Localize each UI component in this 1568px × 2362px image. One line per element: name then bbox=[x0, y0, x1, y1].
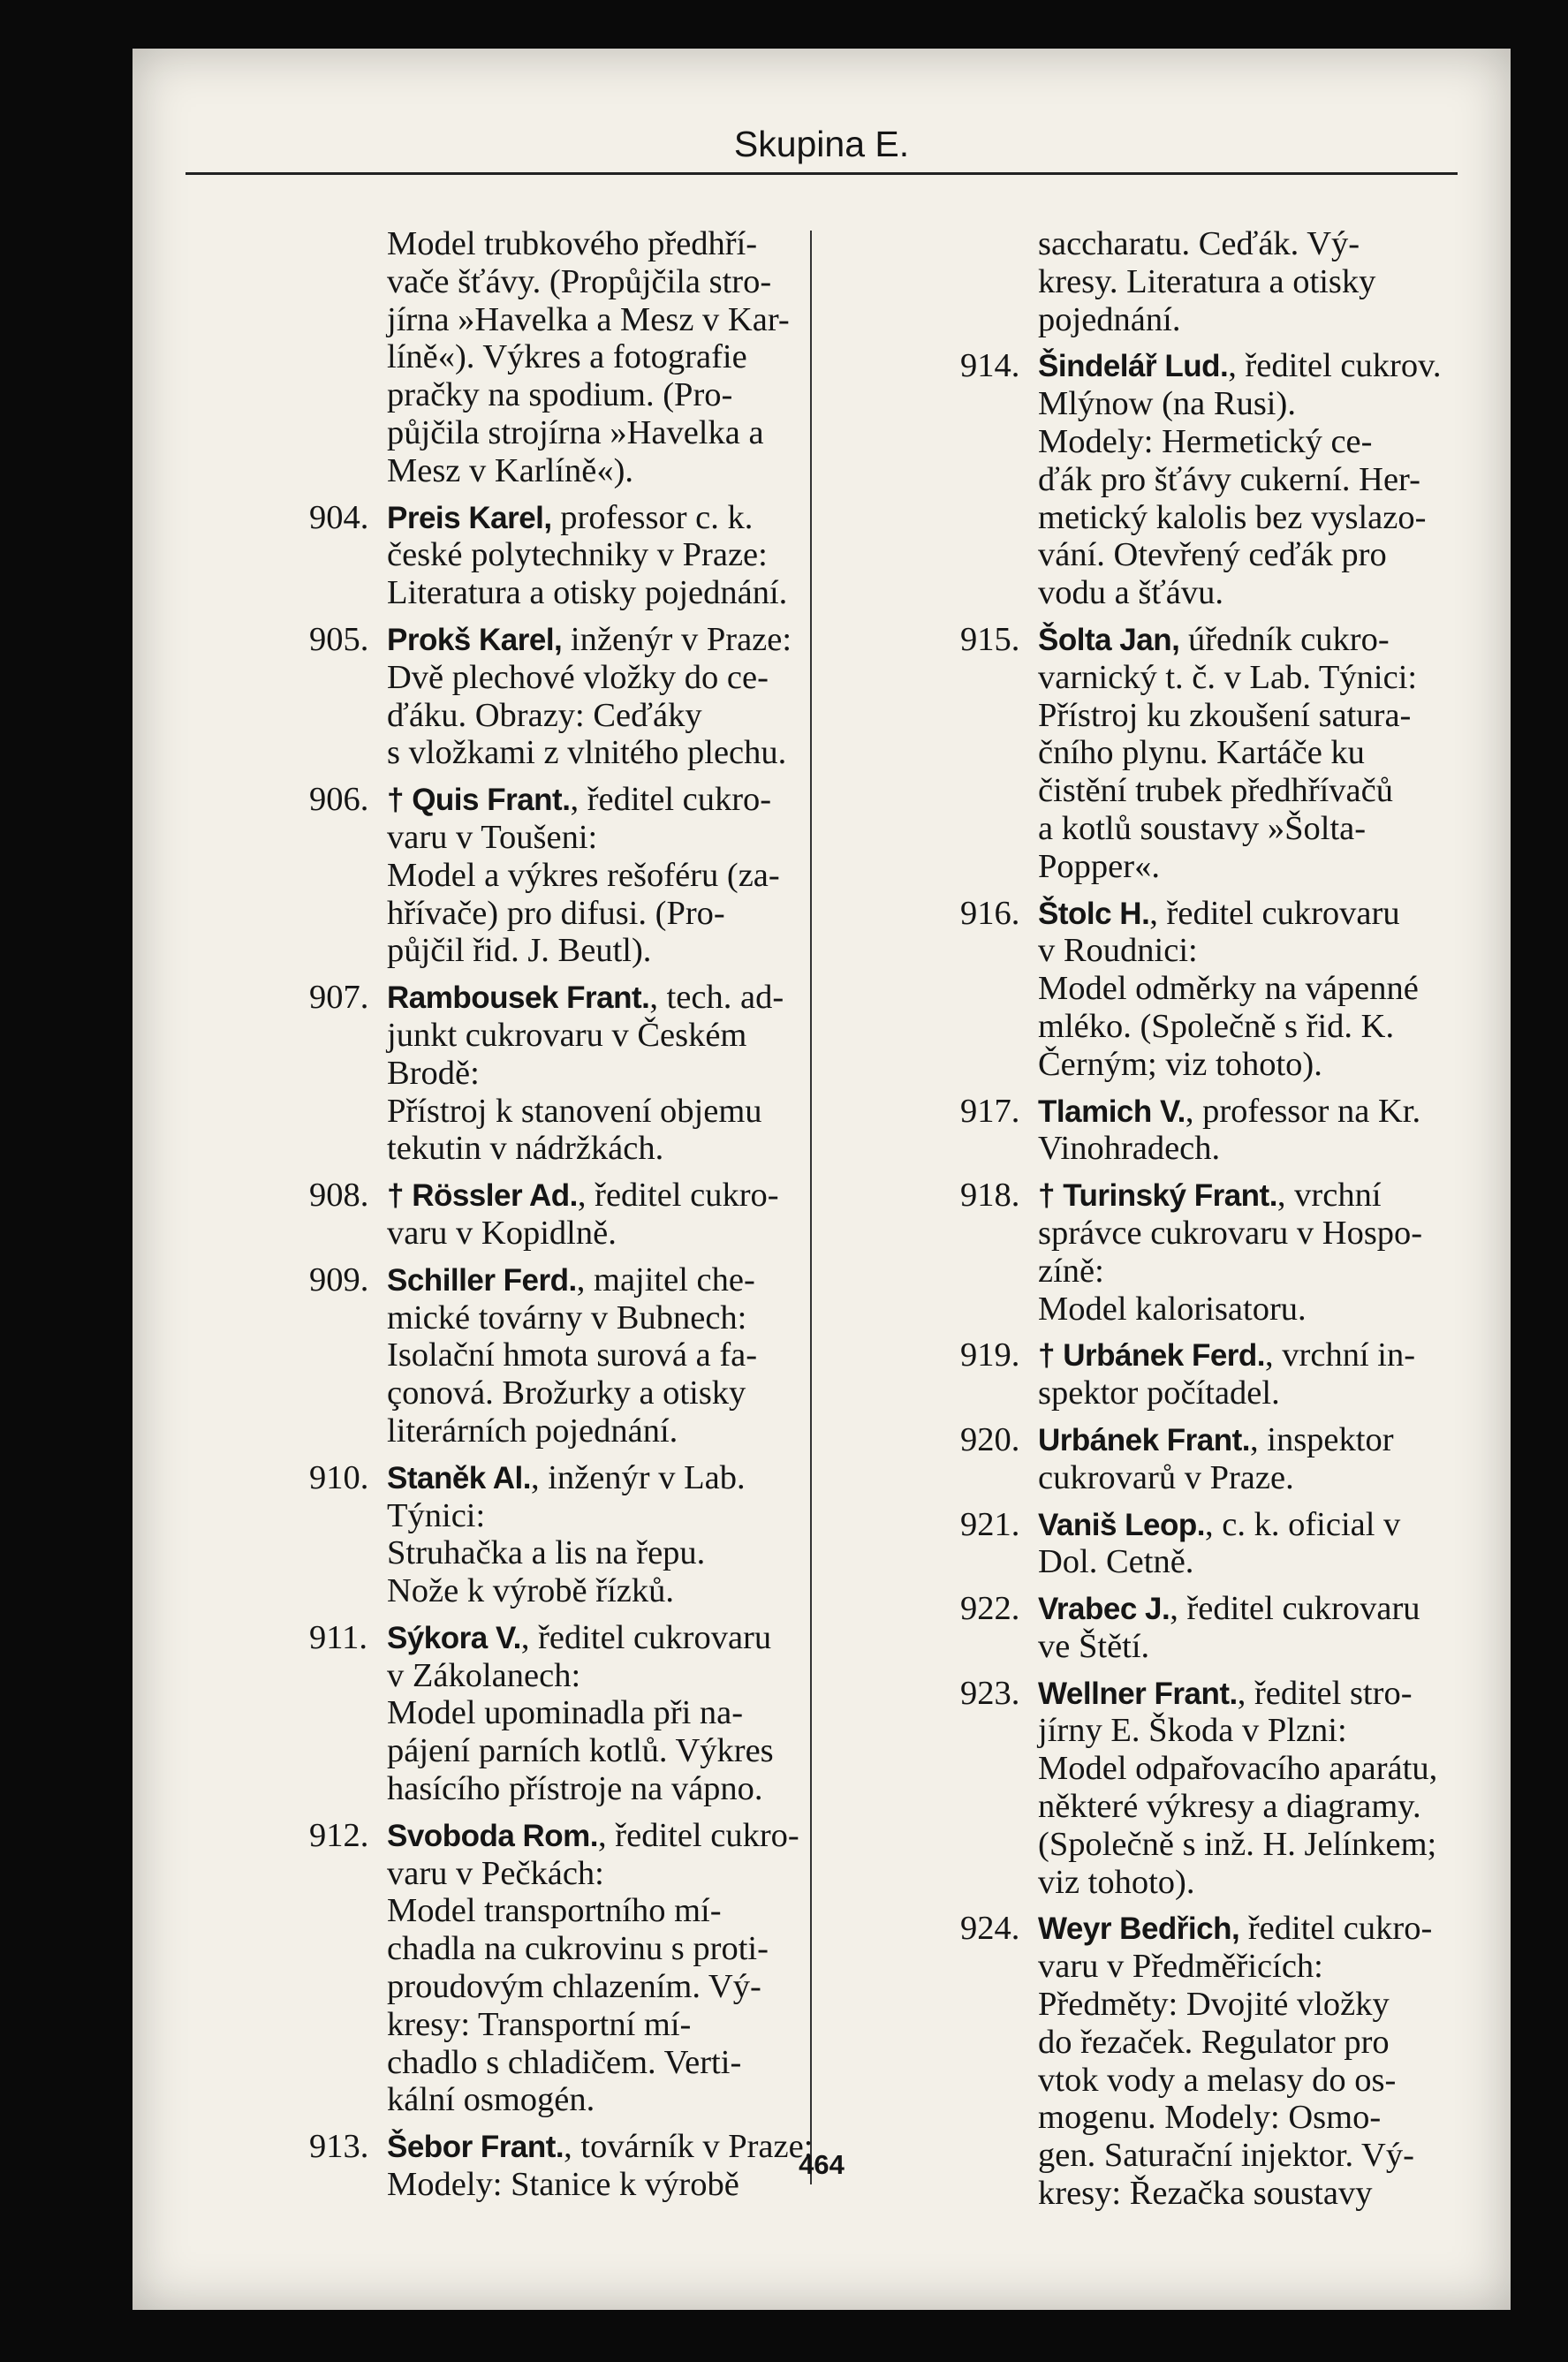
entry-text: ředitel cukro- bbox=[1239, 1910, 1433, 1948]
exhibitor-name: Weyr Bedřich, bbox=[1038, 1912, 1240, 1947]
exhibitor-name: † Turinský Frant. bbox=[1038, 1178, 1277, 1214]
text-line: tekutin v nádržkách. bbox=[387, 1130, 664, 1168]
text-line: viz tohoto). bbox=[1038, 1863, 1195, 1901]
text-line: Struhačka a lis na řepu. bbox=[387, 1534, 706, 1572]
entry-first-line bbox=[309, 1177, 786, 1215]
text-line: Černým; viz tohoto). bbox=[1038, 1045, 1322, 1083]
entry-text: , c. k. oficial v bbox=[1205, 1505, 1401, 1543]
exhibitor-name: Štolc H. bbox=[1038, 896, 1150, 931]
text-line: vání. Otevřený ceďák pro bbox=[1038, 536, 1387, 574]
text-line: çonová. Brožurky a otisky bbox=[387, 1374, 746, 1412]
entry-text: , ředitel cukro- bbox=[570, 781, 772, 819]
text-line: půjčil řid. J. Beutl). bbox=[387, 932, 652, 970]
exhibitor-name: Vaniš Leop. bbox=[1038, 1507, 1205, 1542]
text-line: Model a výkres rešoféru (za- bbox=[387, 856, 780, 894]
text-line: Dol. Cetně. bbox=[1038, 1543, 1194, 1581]
entry-number: 906. bbox=[309, 781, 369, 819]
text-line: čního plynu. Kartáče ku bbox=[1038, 734, 1365, 772]
entry-text: , vrchní bbox=[1276, 1177, 1382, 1215]
text-line: hasícího přístroje na vápno. bbox=[387, 1770, 763, 1808]
text-line: varu v Kopidlně. bbox=[387, 1214, 617, 1252]
entry-first-line bbox=[960, 895, 1437, 933]
text-line: do řezaček. Regulator pro bbox=[1038, 2023, 1390, 2061]
entry-number: 924. bbox=[960, 1910, 1020, 1948]
book-page bbox=[133, 49, 1511, 2310]
text-line: pájení parních kotlů. Výkres bbox=[387, 1732, 774, 1770]
entry-number: 910. bbox=[309, 1458, 369, 1496]
text-line: české polytechniky v Praze: bbox=[387, 536, 768, 574]
entry-text: úředník cukro- bbox=[1179, 620, 1390, 658]
entry-number: 919. bbox=[960, 1336, 1020, 1374]
exhibitor-name: Tlamich V. bbox=[1038, 1094, 1185, 1129]
text-line: saccharatu. Ceďák. Vý- bbox=[1038, 225, 1360, 262]
entry-first-line bbox=[960, 1506, 1437, 1544]
entry-number: 918. bbox=[960, 1177, 1020, 1215]
text-line: mogenu. Modely: Osmo- bbox=[1038, 2099, 1382, 2137]
exhibitor-name: Urbánek Frant. bbox=[1038, 1422, 1250, 1457]
entry-first-line bbox=[960, 1336, 1437, 1374]
text-line: pojednání. bbox=[1038, 300, 1181, 338]
entry-first-line bbox=[309, 499, 786, 537]
exhibitor-name: † Quis Frant. bbox=[387, 783, 571, 818]
entry-first-line bbox=[960, 621, 1437, 659]
exhibitor-name: Vrabec J. bbox=[1038, 1592, 1170, 1627]
text-line: cukrovarů v Praze. bbox=[1038, 1458, 1294, 1496]
text-line: junkt cukrovaru v Českém bbox=[387, 1016, 747, 1054]
text-line: Dvě plechové vložky do ce- bbox=[387, 658, 769, 696]
text-line: spektor počítadel. bbox=[1038, 1374, 1280, 1412]
text-line: v Roudnici: bbox=[1038, 932, 1198, 970]
entry-text: , ředitel cukrovaru bbox=[1170, 1590, 1420, 1628]
text-line: varu v Předměřicích: bbox=[1038, 1948, 1323, 1986]
entry-text: , vrchní in- bbox=[1265, 1336, 1416, 1374]
entry-number: 911. bbox=[309, 1618, 367, 1656]
text-line: Mesz v Karlíně«). bbox=[387, 451, 634, 489]
text-line: Model odměrky na vápenné bbox=[1038, 970, 1419, 1008]
entry-text: , ředitel cukrovaru bbox=[520, 1618, 772, 1656]
exhibitor-name: Wellner Frant. bbox=[1038, 1676, 1238, 1711]
entry-number: 917. bbox=[960, 1092, 1020, 1130]
entry-first-line bbox=[960, 347, 1442, 385]
text-line: literárních pojednání. bbox=[387, 1412, 678, 1450]
column-divider bbox=[810, 231, 812, 2184]
text-line: Vinohradech. bbox=[1038, 1130, 1221, 1168]
text-line: kální osmogén. bbox=[387, 2081, 595, 2119]
exhibitor-name: Šindelář Lud. bbox=[1038, 349, 1229, 384]
entry-text: , ředitel cukrovaru bbox=[1149, 894, 1400, 932]
page-number: 464 bbox=[799, 2149, 845, 2180]
entry-first-line bbox=[960, 1590, 1437, 1628]
entry-number: 907. bbox=[309, 979, 369, 1017]
text-line: mické továrny v Bubnech: bbox=[387, 1298, 747, 1336]
text-line: zíně: bbox=[1038, 1252, 1104, 1290]
exhibitor-name: Sýkora V. bbox=[387, 1620, 521, 1655]
entry-text: , professor na Kr. bbox=[1185, 1092, 1421, 1130]
text-line: Mlýnow (na Rusi). bbox=[1038, 385, 1296, 423]
entry-number: 909. bbox=[309, 1260, 369, 1298]
entry-first-line bbox=[960, 1910, 1437, 1948]
text-line: kresy. Literatura a otisky bbox=[1038, 262, 1376, 300]
entry-text: inženýr v Praze: bbox=[562, 620, 792, 658]
entry-first-line bbox=[309, 1261, 786, 1299]
text-line: v Zákolanech: bbox=[387, 1656, 581, 1694]
entry-first-line bbox=[960, 1675, 1437, 1713]
exhibitor-name: Schiller Ferd. bbox=[387, 1262, 577, 1298]
entry-number: 905. bbox=[309, 620, 369, 658]
entry-first-line bbox=[309, 620, 792, 659]
text-line: kresy: Řezačka soustavy bbox=[1038, 2175, 1373, 2213]
text-line: vodu a šťávu. bbox=[1038, 574, 1223, 612]
entry-text: , ředitel cukro- bbox=[577, 1177, 779, 1215]
text-line: půjčila strojírna »Havelka a bbox=[387, 413, 764, 451]
text-line: Brodě: bbox=[387, 1054, 480, 1092]
entry-text: , továrník v Praze: bbox=[564, 2128, 814, 2166]
entry-first-line bbox=[960, 1421, 1437, 1459]
exhibitor-name: Šolta Jan, bbox=[1038, 622, 1180, 657]
text-line: Přístroj k stanovení objemu bbox=[387, 1092, 762, 1130]
text-line: Model upominadla při na- bbox=[387, 1694, 744, 1732]
header-rule bbox=[186, 172, 1458, 175]
text-line: Isolační hmota surová a fa- bbox=[387, 1336, 758, 1374]
page-header: Skupina E. bbox=[733, 124, 910, 164]
text-line: líně«). Výkres a fotografie bbox=[387, 338, 747, 376]
entry-number: 914. bbox=[960, 347, 1020, 385]
text-line: Modely: Stanice k výrobě bbox=[387, 2166, 739, 2204]
text-line: ďáku. Obrazy: Ceďáky bbox=[387, 696, 702, 734]
entry-text: , inženýr v Lab. bbox=[530, 1458, 746, 1496]
exhibitor-name: Šebor Frant. bbox=[387, 2130, 564, 2165]
entry-text: , ředitel stro- bbox=[1237, 1674, 1413, 1712]
entry-first-line bbox=[309, 781, 786, 819]
entry-first-line bbox=[309, 1816, 799, 1855]
text-line: Týnici: bbox=[387, 1496, 486, 1534]
text-line: gen. Saturační injektor. Vý- bbox=[1038, 2137, 1414, 2175]
text-line: vtok vody a melasy do os- bbox=[1038, 2061, 1397, 2099]
entry-first-line bbox=[309, 979, 786, 1017]
exhibitor-name: Preis Karel, bbox=[387, 500, 552, 535]
entry-text: , ředitel cukro- bbox=[598, 1816, 799, 1854]
text-line: Literatura a otisky pojednání. bbox=[387, 574, 788, 612]
entry-number: 920. bbox=[960, 1420, 1020, 1458]
exhibitor-name: Prokš Karel, bbox=[387, 622, 563, 657]
entry-number: 916. bbox=[960, 894, 1020, 932]
text-line: Nože k výrobě řízků. bbox=[387, 1572, 674, 1610]
entry-number: 923. bbox=[960, 1674, 1020, 1712]
text-line: ve Štětí. bbox=[1038, 1627, 1150, 1665]
entry-first-line bbox=[309, 1619, 786, 1657]
entry-number: 904. bbox=[309, 498, 369, 536]
text-line: správce cukrovaru v Hospo- bbox=[1038, 1214, 1423, 1252]
entry-first-line bbox=[960, 1093, 1437, 1131]
text-line: pračky na spodium. (Pro- bbox=[387, 376, 733, 414]
entry-number: 913. bbox=[309, 2128, 369, 2166]
text-line: Předměty: Dvojité vložky bbox=[1038, 1986, 1390, 2024]
text-line: varu v Pečkách: bbox=[387, 1854, 604, 1892]
entry-number: 915. bbox=[960, 620, 1020, 658]
text-line: kresy: Transportní mí- bbox=[387, 2005, 692, 2043]
text-line: Popper«. bbox=[1038, 847, 1160, 885]
entry-text: , ředitel cukrov. bbox=[1228, 347, 1442, 385]
text-line: chadla na cukrovinu s proti- bbox=[387, 1930, 769, 1968]
text-line: mléko. (Společně s řid. K. bbox=[1038, 1007, 1395, 1045]
text-line: Model transportního mí- bbox=[387, 1892, 722, 1930]
text-line: některé výkresy a diagramy. bbox=[1038, 1788, 1421, 1826]
text-line: Model kalorisatoru. bbox=[1038, 1290, 1307, 1328]
entry-number: 912. bbox=[309, 1816, 369, 1854]
text-line: hřívače) pro difusi. (Pro- bbox=[387, 894, 725, 932]
exhibitor-name: † Rössler Ad. bbox=[387, 1178, 578, 1214]
text-line: jírna »Havelka a Mesz v Kar- bbox=[387, 300, 790, 338]
text-line: metický kalolis bez vyslazo- bbox=[1038, 498, 1427, 536]
exhibitor-name: Svoboda Rom. bbox=[387, 1818, 599, 1853]
entry-text: , inspektor bbox=[1250, 1420, 1394, 1458]
entry-text: professor c. k. bbox=[551, 498, 754, 536]
entry-number: 908. bbox=[309, 1177, 369, 1215]
text-line: Model odpařovacího aparátu, bbox=[1038, 1750, 1438, 1788]
text-line: Modely: Hermetický ce- bbox=[1038, 422, 1373, 460]
text-line: Model trubkového předhří- bbox=[387, 225, 758, 262]
exhibitor-name: Staněk Al. bbox=[387, 1460, 531, 1495]
entry-first-line bbox=[309, 1459, 786, 1497]
text-line: proudovým chlazením. Vý- bbox=[387, 1968, 761, 2006]
entry-text: , tech. ad- bbox=[649, 979, 784, 1017]
right-column bbox=[960, 225, 1442, 2213]
text-line: čistění trubek předhřívačů bbox=[1038, 772, 1393, 810]
text-line: chadlo s chladičem. Verti- bbox=[387, 2043, 742, 2081]
text-line: Přístroj ku zkoušení satura- bbox=[1038, 696, 1412, 734]
text-line: ďák pro šťávy cukerní. Her- bbox=[1038, 460, 1420, 498]
text-line: a kotlů soustavy »Šolta- bbox=[1038, 809, 1367, 847]
entry-first-line bbox=[960, 1177, 1437, 1215]
entry-number: 922. bbox=[960, 1590, 1020, 1628]
exhibitor-name: Rambousek Frant. bbox=[387, 980, 650, 1016]
entry-text: , majitel che- bbox=[576, 1260, 755, 1298]
left-column bbox=[309, 225, 814, 2204]
text-line: jírny E. Škoda v Plzni: bbox=[1038, 1712, 1347, 1750]
text-line: varu v Toušeni: bbox=[387, 818, 598, 856]
text-line: s vložkami z vlnitého plechu. bbox=[387, 734, 787, 772]
text-line: (Společně s inž. H. Jelínkem; bbox=[1038, 1825, 1437, 1863]
text-line: vače šťávy. (Propůjčila stro- bbox=[387, 262, 772, 300]
exhibitor-name: † Urbánek Ferd. bbox=[1038, 1338, 1266, 1374]
entry-number: 921. bbox=[960, 1505, 1020, 1543]
text-line: varnický t. č. v Lab. Týnici: bbox=[1038, 658, 1418, 696]
